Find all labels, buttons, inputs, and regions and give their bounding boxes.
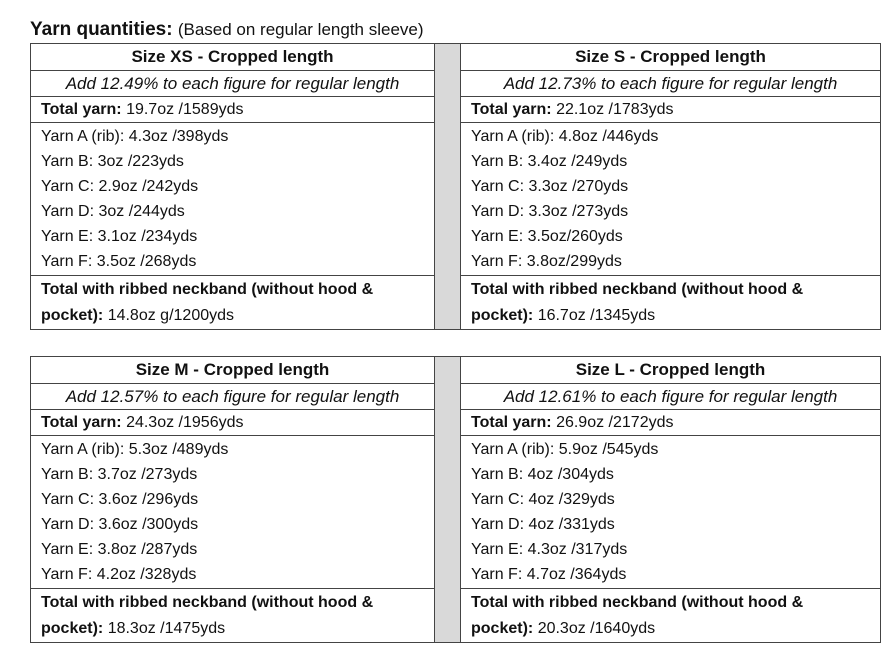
yarn-line: Yarn D: 3oz /244yds xyxy=(41,203,185,220)
yarn-line: Yarn E: 3.8oz /287yds xyxy=(41,541,198,558)
yarn-line: Yarn D: 4oz /331yds xyxy=(471,516,615,533)
yarn-list-l xyxy=(461,436,881,589)
neckband-value: 20.3oz /1640yds xyxy=(537,619,656,637)
yarn-line: Yarn C: 2.9oz /242yds xyxy=(41,178,199,195)
yarn-line: Yarn F: 4.2oz /328yds xyxy=(41,566,197,583)
regular-note-m: Add 12.57% to each figure for regular length xyxy=(31,384,435,410)
yarn-line: Yarn A (rib): 4.8oz /446yds xyxy=(471,128,659,145)
regular-note-l: Add 12.61% to each figure for regular length xyxy=(461,384,881,410)
yarn-line: Yarn B: 4oz /304yds xyxy=(471,466,614,483)
neckband-label-cont: pocket): xyxy=(471,619,534,637)
yarn-line: Yarn F: 4.7oz /364yds xyxy=(471,566,627,583)
yarn-line: Yarn C: 4oz /329yds xyxy=(471,491,615,508)
neckband-total-l xyxy=(461,589,881,643)
yarn-line: Yarn E: 4.3oz /317yds xyxy=(471,541,628,558)
yarn-line: Yarn E: 3.5oz/260yds xyxy=(471,228,623,245)
neckband-total-xs xyxy=(31,276,435,330)
neckband-label-cont: pocket): xyxy=(41,306,104,324)
yarn-list-s xyxy=(461,123,881,276)
neckband-value: 18.3oz /1475yds xyxy=(107,619,226,637)
yarn-line: Yarn B: 3.7oz /273yds xyxy=(41,466,198,483)
total-yarn-label: Total yarn: xyxy=(471,413,552,431)
yarn-table-xs-s xyxy=(30,43,881,330)
yarn-line: Yarn D: 3.6oz /300yds xyxy=(41,516,199,533)
yarn-quantities-heading xyxy=(30,18,424,42)
yarn-line: Yarn A (rib): 5.3oz /489yds xyxy=(41,441,229,458)
neckband-total-s xyxy=(461,276,881,330)
column-gap xyxy=(435,44,461,330)
total-yarn-xs xyxy=(31,97,435,123)
neckband-value: 14.8oz g/1200yds xyxy=(107,306,235,324)
yarn-line: Yarn F: 3.5oz /268yds xyxy=(41,253,197,270)
neckband-label: Total with ribbed neckband (without hood & xyxy=(471,281,804,298)
yarn-line: Yarn B: 3oz /223yds xyxy=(41,153,184,170)
neckband-label: Total with ribbed neckband (without hood & xyxy=(41,594,374,611)
total-yarn-value: 26.9oz /2172yds xyxy=(556,413,674,431)
yarn-line: Yarn D: 3.3oz /273yds xyxy=(471,203,629,220)
yarn-line: Yarn A (rib): 4.3oz /398yds xyxy=(41,128,229,145)
total-yarn-value: 22.1oz /1783yds xyxy=(556,100,674,118)
yarn-list-m xyxy=(31,436,435,589)
size-title-xs: Size XS - Cropped length xyxy=(31,44,435,71)
size-title-l: Size L - Cropped length xyxy=(461,357,881,384)
yarn-line: Yarn E: 3.1oz /234yds xyxy=(41,228,198,245)
yarn-list-xs xyxy=(31,123,435,276)
yarn-line: Yarn A (rib): 5.9oz /545yds xyxy=(471,441,659,458)
size-title-s: Size S - Cropped length xyxy=(461,44,881,71)
total-yarn-value: 19.7oz /1589yds xyxy=(126,100,244,118)
yarn-line: Yarn B: 3.4oz /249yds xyxy=(471,153,628,170)
neckband-total-m xyxy=(31,589,435,643)
size-title-m: Size M - Cropped length xyxy=(31,357,435,384)
neckband-label-cont: pocket): xyxy=(471,306,534,324)
column-gap xyxy=(435,357,461,643)
regular-note-s: Add 12.73% to each figure for regular length xyxy=(461,71,881,97)
yarn-line: Yarn F: 3.8oz/299yds xyxy=(471,253,622,270)
heading-note: (Based on regular length sleeve) xyxy=(177,20,424,39)
total-yarn-label: Total yarn: xyxy=(41,100,122,118)
total-yarn-l xyxy=(461,410,881,436)
total-yarn-s xyxy=(461,97,881,123)
total-yarn-label: Total yarn: xyxy=(471,100,552,118)
regular-note-xs: Add 12.49% to each figure for regular length xyxy=(31,71,435,97)
yarn-line: Yarn C: 3.3oz /270yds xyxy=(471,178,629,195)
neckband-label: Total with ribbed neckband (without hood & xyxy=(41,281,374,298)
total-yarn-value: 24.3oz /1956yds xyxy=(126,413,244,431)
total-yarn-label: Total yarn: xyxy=(41,413,122,431)
heading-title: Yarn quantities: xyxy=(30,19,173,40)
total-yarn-m xyxy=(31,410,435,436)
neckband-value: 16.7oz /1345yds xyxy=(537,306,656,324)
neckband-label: Total with ribbed neckband (without hood & xyxy=(471,594,804,611)
yarn-line: Yarn C: 3.6oz /296yds xyxy=(41,491,199,508)
yarn-table-m-l xyxy=(30,356,881,643)
neckband-label-cont: pocket): xyxy=(41,619,104,637)
